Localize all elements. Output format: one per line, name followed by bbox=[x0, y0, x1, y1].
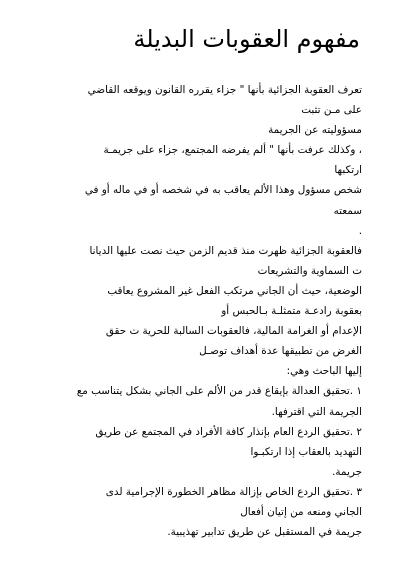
text-line: ٢ .تحقيق الردع العام بإنذار كافة الأفراد في المجتمع عن طريق bbox=[95, 425, 362, 438]
text-line: ت السماوية والتشريعات bbox=[257, 264, 362, 277]
text-line: تعرف العقوبة الجزائية بأنها " جزاء يقرره القانون ويوقعه القاضي bbox=[87, 84, 362, 96]
text-line: بعقوبة رادعـة متمثلـة بـالحبس أو bbox=[221, 305, 362, 318]
text-line: الجاني ومنعه من إتيان أفعال bbox=[240, 505, 362, 518]
text-line: سمعته bbox=[333, 204, 362, 217]
text-line: الوضعية، حيث أن الجاني مرتكب الفعل غير المشروع يعاقب bbox=[107, 284, 362, 297]
text-line: شخص مسؤول وهذا الألم يعاقب به في شخصه أو في ماله أو في bbox=[84, 184, 362, 197]
text-line: جريمة في المستقبل عن طريق تدابير تهذيبية. bbox=[167, 526, 362, 539]
text-line: على مـن تثبت bbox=[301, 104, 362, 117]
text-line: فالعقوبة الجزائية ظهرت منذ قديم الزمن حيث نصت عليها الديانا bbox=[89, 244, 362, 257]
text-line: مسؤوليته عن الجريمة bbox=[268, 124, 362, 137]
text-line: ١ .تحقيق العدالة بإيقاع قدر من الألم على الجاني بشكل يتناسب مع bbox=[76, 385, 362, 398]
text-line: ارتكبها bbox=[334, 164, 362, 177]
text-line: . bbox=[358, 224, 362, 237]
text-line: التهديد بالعقاب إذا ارتكبـوا bbox=[250, 445, 362, 458]
text-line: ٣ .تحقيق الردع الخاص بإزالة مظاهر الخطورة الإجرامية لدى bbox=[105, 485, 362, 498]
text-line: إليها الباحث وهي: bbox=[286, 365, 362, 378]
document-body bbox=[30, 80, 362, 542]
text-line: ، وكذلك عرفت بأنها " ألم يفرضه المجتمع، جزاء على جريمـة bbox=[103, 144, 362, 157]
text-line: الجريمة التي اقترفها. bbox=[271, 405, 362, 418]
page-title: مفهوم العقوبات البديلة bbox=[133, 25, 360, 53]
text-line: جريمة. bbox=[332, 465, 362, 478]
text-line: الإعدام أو الغرامة المالية، فالعقوبات السالبة للحرية ت حقق bbox=[105, 325, 362, 338]
text-line: الغرض من تطبيقها عدة أهداف توصـل bbox=[199, 345, 362, 358]
